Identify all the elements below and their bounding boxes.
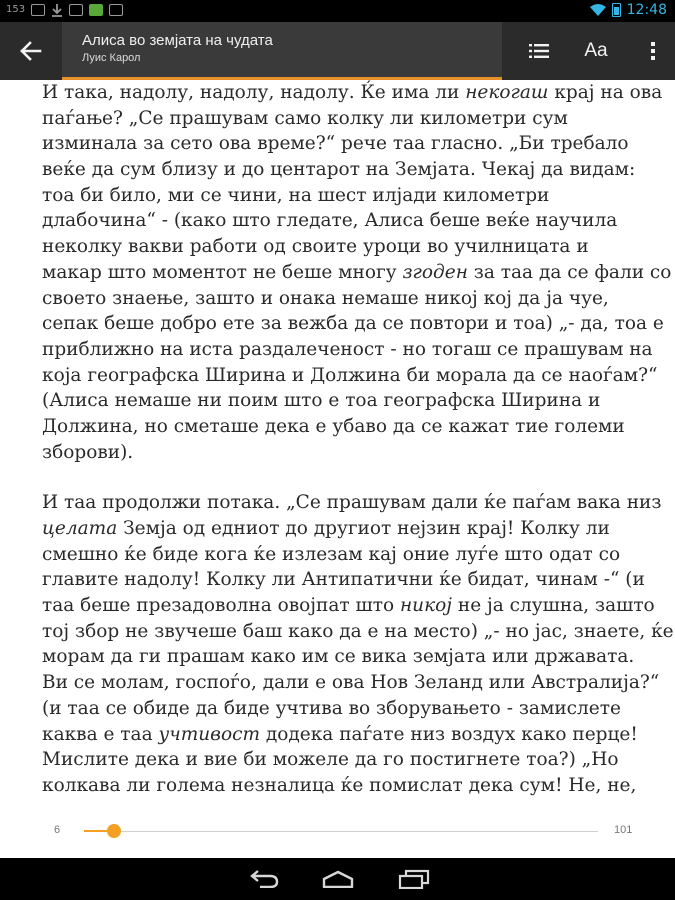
notification-count-icon: 153 — [6, 4, 26, 15]
text-run: додека паѓате низ воздух како перце! — [260, 723, 638, 745]
text-line — [42, 722, 642, 748]
progress-thumb[interactable] — [107, 824, 121, 838]
text-run: за таа да се фали со — [467, 261, 672, 283]
sd-card-icon — [69, 4, 83, 16]
text-run: макар што моментот не беше многу — [42, 261, 403, 283]
text-line — [42, 80, 663, 106]
reading-page[interactable] — [0, 80, 675, 858]
nav-recent-apps-button[interactable] — [384, 864, 444, 894]
notification-icons — [6, 3, 123, 17]
text-line — [42, 773, 642, 799]
text-run: Земја од едниот до другиот нејзин крај! Колку ли — [117, 518, 610, 539]
text-run: главите надолу! Колку ли Антипатични ќе бидат, чинам -“ (и — [42, 569, 645, 591]
text-run: морам да ги прашам како им се вика земјата или државата. — [42, 646, 635, 668]
app-icon — [109, 4, 123, 16]
text-run: длабочина“ - (како што гледате, Алиса беше веќе научила — [42, 210, 618, 232]
text-run: не ја слушна, зашто — [452, 595, 655, 617]
text-line — [42, 593, 655, 619]
text-line — [42, 311, 664, 337]
clock: 12:48 — [626, 2, 667, 18]
text-run: таа беше презадоволна овојпат што — [42, 595, 400, 617]
nav-back-button[interactable] — [234, 864, 294, 894]
overflow-menu-button[interactable] — [630, 22, 675, 80]
text-line — [42, 440, 642, 466]
text-line — [42, 696, 642, 722]
italic-text: некогаш — [465, 82, 549, 103]
text-run: своето знаење, зашто и онака немаше никој кој да ја чуе, — [42, 287, 609, 309]
recent-apps-icon — [398, 869, 430, 889]
text-line — [42, 183, 642, 209]
book-text — [42, 80, 674, 824]
text-run: Ви се молам, госпоѓо, дали е ова Нов Зеланд или Австралија?“ — [42, 672, 660, 694]
text-run: веќе да сум близу и до центарот на Земјата. Чекај да видам: — [42, 159, 636, 181]
text-line — [42, 157, 642, 183]
text-line — [42, 106, 642, 132]
text-run: приближно на иста раздалеченост - но тогаш се прашувам на — [42, 338, 653, 360]
text-line — [42, 388, 642, 414]
italic-text: учтивост — [158, 723, 260, 745]
font-settings-button[interactable]: Aa — [584, 40, 608, 61]
list-icon — [529, 43, 549, 59]
current-page-number: 6 — [54, 824, 61, 836]
text-run: каква е таа — [42, 723, 159, 745]
italic-text: целата — [42, 518, 118, 539]
text-line — [42, 542, 642, 568]
text-line — [42, 260, 672, 286]
text-line — [42, 234, 642, 260]
more-vertical-icon — [650, 41, 656, 61]
text-run: И таа продолжи потака. „Се прашувам дали ќе паѓам вака низ — [42, 492, 662, 514]
book-title-area[interactable] — [62, 22, 502, 80]
text-run: (Алиса немаше ни поим што е тоа географска Ширина и — [42, 390, 601, 412]
progress-track[interactable] — [84, 831, 598, 832]
text-line — [42, 490, 662, 516]
battery-icon — [612, 3, 621, 17]
text-run: тоа би било, ми се чини, на шест илјади километри — [42, 184, 550, 206]
navigation-bar — [0, 858, 675, 900]
action-bar — [0, 22, 675, 80]
home-icon — [321, 870, 355, 888]
text-line — [42, 567, 645, 593]
text-run: која географска Ширина и Должина би морала да се наоѓам?“ — [42, 364, 658, 386]
text-run: изминала за сето ова време?“ рече таа гласно. „Би требало — [42, 133, 629, 155]
text-line — [42, 644, 642, 670]
text-line — [42, 670, 660, 696]
arrow-left-icon — [20, 41, 42, 61]
text-run: зборови). — [42, 441, 134, 463]
text-line — [42, 208, 642, 234]
back-button[interactable] — [0, 22, 62, 80]
total-pages-number: 101 — [614, 824, 633, 836]
text-run: (и таа се обиде да биде учтива во зборувањето - замислете — [42, 697, 621, 719]
text-line — [42, 747, 642, 773]
wifi-icon — [590, 4, 606, 16]
book-title: Алиса во земјата на чудата — [82, 32, 273, 49]
back-nav-icon — [248, 870, 280, 888]
text-line — [42, 131, 642, 157]
text-run: крај на ова — [548, 82, 663, 103]
text-run: смешно ќе биде кога ќе излезам кај оние луѓе што одат со — [42, 543, 621, 565]
text-line — [42, 619, 674, 645]
italic-text: згоден — [402, 261, 468, 283]
text-run: И така, надолу, надолу, надолу. Ќе има ли — [42, 82, 466, 103]
paragraph — [42, 490, 674, 798]
text-line — [42, 337, 653, 363]
system-icons — [590, 2, 667, 18]
table-of-contents-button[interactable] — [514, 22, 564, 80]
text-run: тој збор не звучеше баш како да е на место) „- но јас, знаете, ќе — [42, 620, 674, 642]
text-line — [42, 363, 658, 389]
status-bar — [0, 0, 675, 22]
text-run: Мислите дека и вие би можеле да го постигнете тоа?) „Но — [42, 749, 619, 771]
text-run: Должина, но сметаше дека е убаво да се кажат тие големи — [42, 415, 625, 437]
italic-text: никој — [399, 595, 452, 617]
text-run: колкава ли голема незналица ќе помислат дека сум! Не, не, — [42, 774, 637, 796]
page-progress — [0, 818, 675, 848]
text-run: паѓање? „Се прашувам само колку ли километри сум — [42, 107, 568, 129]
nav-home-button[interactable] — [308, 864, 368, 894]
image-icon — [31, 4, 45, 16]
book-author: Луис Карол — [82, 52, 141, 64]
download-icon — [51, 3, 63, 17]
app-green-icon — [89, 4, 103, 16]
text-line — [42, 286, 642, 312]
text-run: неколку вакви работи од своите уроци во училницата и — [42, 236, 589, 258]
text-line — [42, 516, 642, 542]
paragraph — [42, 80, 672, 465]
text-line — [42, 414, 642, 440]
text-run: сепак беше добро ете за вежба да се повтори и тоа) „- да, тоа е — [42, 313, 664, 335]
